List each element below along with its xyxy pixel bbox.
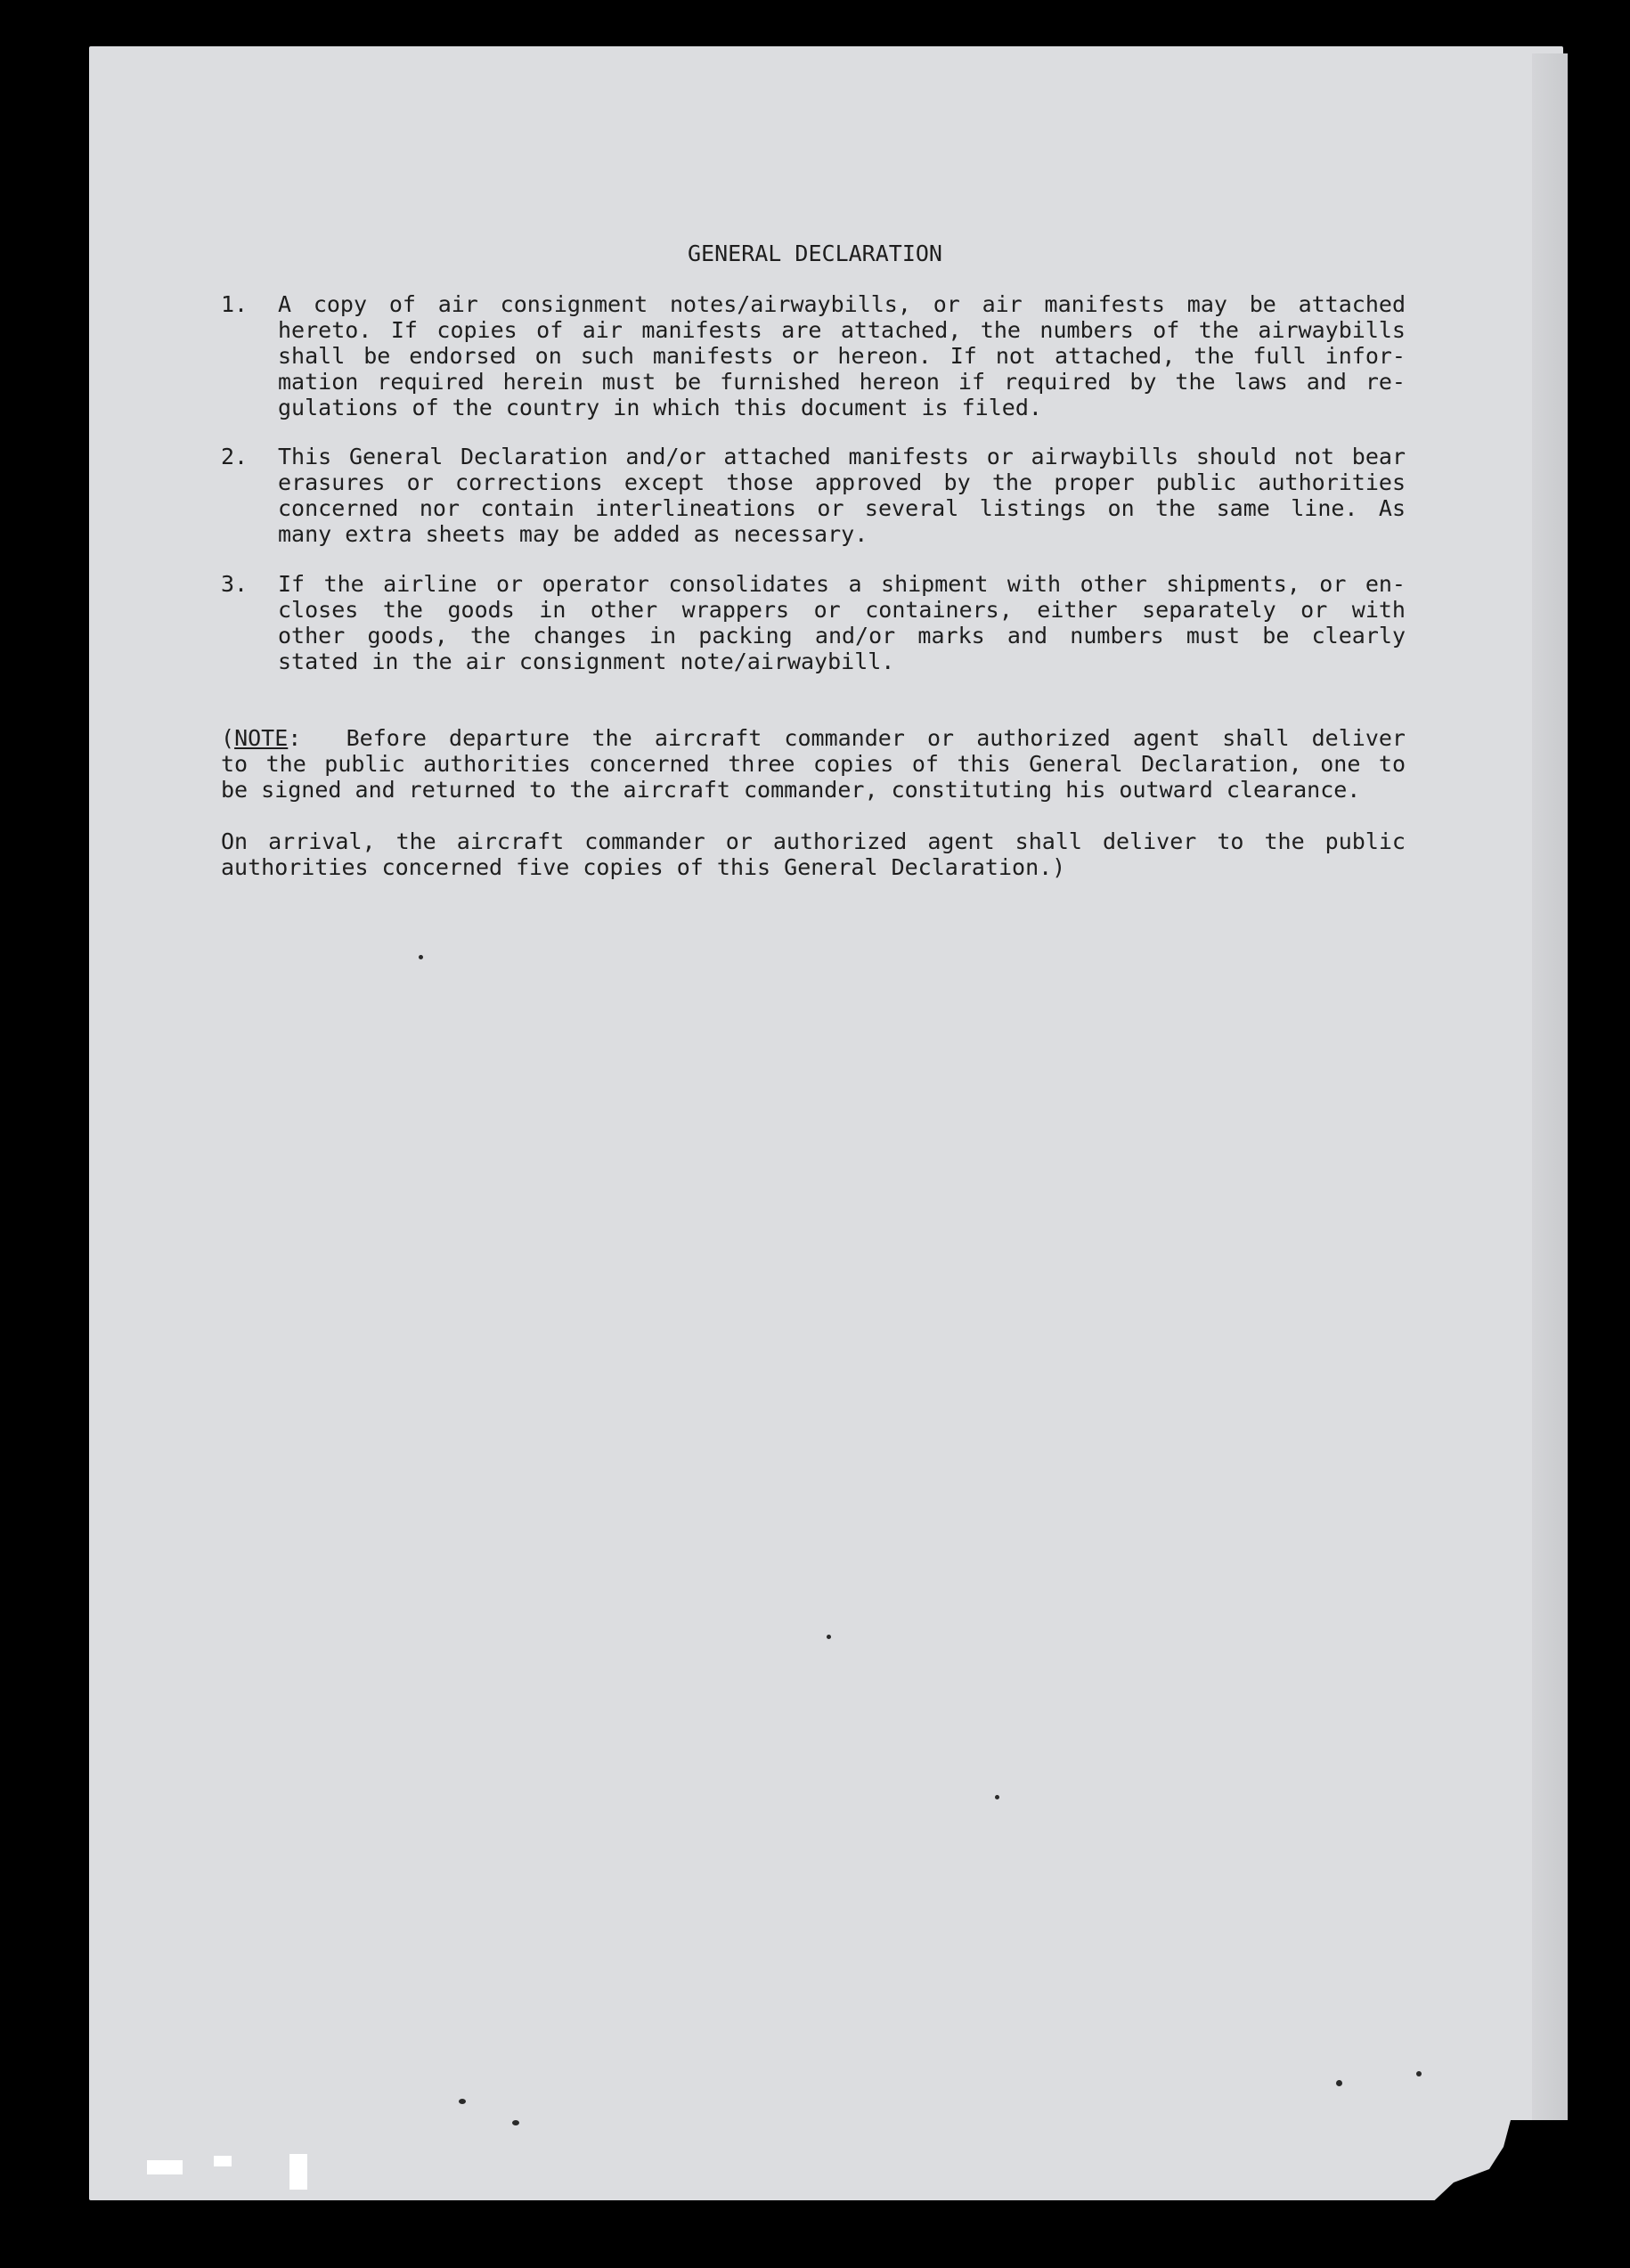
item-line: If the airline or operator consolidates a shipment with other shipments, or en- [278, 571, 1406, 597]
item-line: many extra sheets may be added as necessary. [278, 521, 868, 547]
note-line [221, 725, 1406, 751]
scan-mark [147, 2160, 183, 2174]
arrival-line-1: On arrival, the aircraft commander or authorized agent shall deliver to the public [221, 828, 1406, 854]
item-line: mation required herein must be furnished hereon if required by the laws and re- [278, 369, 1406, 395]
item-number: 1. [221, 291, 249, 317]
item-line: closes the goods in other wrappers or containers, either separately or with [278, 597, 1406, 623]
note-colon: : [288, 725, 302, 751]
item-line: concerned nor contain interlineations or several listings on the same line. As [278, 495, 1406, 521]
item-number: 2. [221, 444, 249, 469]
scan-speck [995, 1795, 999, 1799]
item-line: other goods, the changes in packing and/or marks and numbers must be clearly [278, 623, 1406, 649]
document-title: GENERAL DECLARATION [688, 241, 942, 266]
scan-mark [214, 2156, 232, 2166]
item-line: This General Declaration and/or attached manifests or airwaybills should not bear [278, 444, 1406, 469]
note-paragraph [221, 725, 1406, 803]
scan-speck [1416, 2071, 1422, 2076]
item-line: A copy of air consignment notes/airwaybills, or air manifests may be attached [278, 291, 1406, 317]
item-text [278, 444, 1406, 547]
item-line: stated in the air consignment note/airwaybill. [278, 649, 895, 674]
item-number: 3. [221, 571, 249, 597]
scan-speck [1336, 2080, 1342, 2086]
item-line: shall be endorsed on such manifests or hereon. If not attached, the full infor- [278, 343, 1406, 369]
item-text [278, 291, 1406, 420]
scan-speck [459, 2099, 466, 2104]
scan-speck [827, 1635, 831, 1639]
item-text [278, 571, 1406, 674]
page-edge [1532, 53, 1568, 2174]
scan-speck [419, 955, 423, 959]
note-line-3: be signed and returned to the aircraft commander, constituting his outward clearance. [221, 777, 1361, 803]
note-line-1: Before departure the aircraft commander or authorized agent shall deliver [301, 725, 1406, 751]
item-line: gulations of the country in which this document is filed. [278, 395, 1042, 420]
item-line: erasures or corrections except those approved by the proper public authorities [278, 469, 1406, 495]
note-open-paren: ( [221, 725, 235, 751]
arrival-paragraph [221, 828, 1406, 880]
note-line-2: to the public authorities concerned three copies of this General Declaration, one to [221, 751, 1406, 777]
scan-mark [289, 2154, 307, 2190]
scan-speck [512, 2120, 519, 2125]
arrival-line-2: authorities concerned five copies of this General Declaration.) [221, 854, 1066, 880]
note-label: NOTE [234, 725, 289, 751]
item-line: hereto. If copies of air manifests are attached, the numbers of the airwaybills [278, 317, 1406, 343]
